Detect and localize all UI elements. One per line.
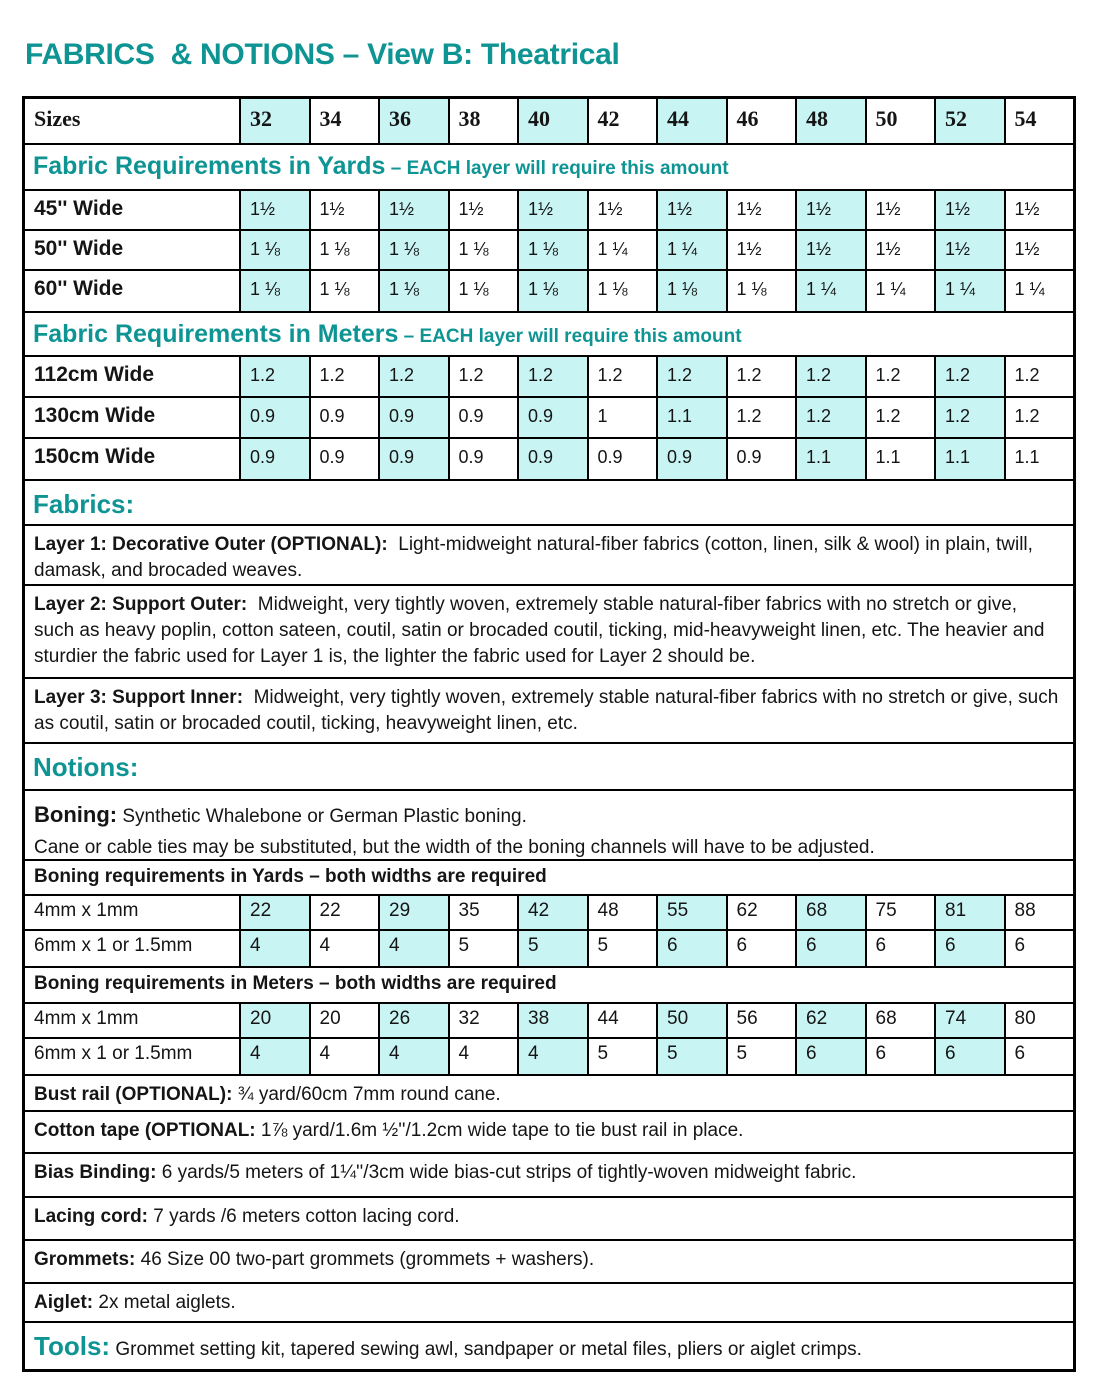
- boning-meters-cell: 32: [448, 1004, 518, 1037]
- boning-yards-cell: 42: [517, 896, 587, 929]
- layer-1-label: Layer 1: Decorative Outer (OPTIONAL):: [34, 534, 388, 555]
- layer-2-label: Layer 2: Support Outer:: [34, 594, 248, 615]
- meterage-cell: 1.2: [795, 357, 865, 396]
- yardage-cell: 1½: [726, 191, 796, 229]
- boning-yards-title: Boning requirements in Yards – both widths are required: [25, 859, 1073, 894]
- meterage-cell: 1.2: [587, 357, 657, 396]
- layer-3-description: Midweight, very tightly woven, extremely stable natural-fiber fabrics with no stretch or give, such as coutil, satin or brocaded coutil, ticking, heavyweight linen, etc.: [34, 687, 1064, 735]
- grommets-row: [25, 1239, 1073, 1282]
- boning-yards-cell: 6: [1004, 931, 1074, 966]
- boning-label: Boning:: [34, 802, 118, 827]
- row-label-45-wide: 45'' Wide: [34, 197, 124, 220]
- grommets-description: 46 Size 00 two-part grommets (grommets + washers).: [135, 1249, 595, 1270]
- meterage-cell: 0.9: [448, 398, 518, 437]
- boning-yards-cell: 68: [795, 896, 865, 929]
- yardage-cell: 1½: [517, 191, 587, 229]
- boning-row: [25, 789, 1073, 859]
- table-row-45-wide: [25, 189, 1073, 229]
- boning-meters-cell: 26: [378, 1004, 448, 1037]
- boning-meters-row-6mm: [25, 1037, 1073, 1074]
- size-column-header: 48: [795, 99, 865, 143]
- table-row-60-wide: [25, 269, 1073, 311]
- cotton-tape-description: 1⅞ yard/1.6m ½''/1.2cm wide tape to tie bust rail in place.: [255, 1120, 744, 1141]
- aiglet-label: Aiglet:: [34, 1292, 94, 1313]
- boning-yards-cell: 22: [239, 896, 309, 929]
- boning-meters-cell: 4: [448, 1039, 518, 1074]
- meterage-cell: 1.2: [378, 357, 448, 396]
- yardage-cell: 1 ⅛: [448, 271, 518, 311]
- layer-2-description: Midweight, very tightly woven, extremely stable natural-fiber fabrics with no stretch or give, such as heavy poplin, cotton sateen, coutil, satin or brocaded coutil, ticking, mid-heavyweight linen, etc. The heavier and sturdier the fabric used for Layer 1 is, the lighter the fabric used for Layer 2 should be.: [34, 594, 1050, 668]
- aiglet-row: [25, 1282, 1073, 1321]
- sizes-header-row: [25, 99, 1073, 143]
- meterage-cell: 0.9: [726, 439, 796, 479]
- boning-line-2: Cane or cable ties may be substituted, but the width of the boning channels will have to be adjusted.: [34, 836, 875, 858]
- size-column-header: 46: [726, 99, 796, 143]
- boning-yards-cell: 6: [934, 931, 1004, 966]
- size-column-header: 42: [587, 99, 657, 143]
- boning-yards-cell: 29: [378, 896, 448, 929]
- layer-1-row: [25, 524, 1073, 584]
- boning-meters-cell: 6: [1004, 1039, 1074, 1074]
- layer-3-row: [25, 677, 1073, 742]
- boning-yards-cell: 5: [448, 931, 518, 966]
- meterage-cell: 1.2: [865, 398, 935, 437]
- yardage-cell: 1 ⅛: [517, 271, 587, 311]
- yardage-cell: 1½: [309, 191, 379, 229]
- boning-meters-cell: 38: [517, 1004, 587, 1037]
- meterage-cell: 1.1: [795, 439, 865, 479]
- yardage-cell: 1½: [239, 191, 309, 229]
- boning-meters-cell: 4: [378, 1039, 448, 1074]
- row-label-4mm: 4mm x 1mm: [34, 1008, 139, 1029]
- meterage-cell: 1.1: [865, 439, 935, 479]
- meterage-cell: 0.9: [309, 398, 379, 437]
- boning-yards-cell: 5: [587, 931, 657, 966]
- yardage-cell: 1 ⅛: [656, 271, 726, 311]
- yardage-cell: 1½: [1004, 231, 1074, 269]
- yardage-cell: 1 ⅛: [309, 231, 379, 269]
- layer-1-description: Light-midweight natural-fiber fabrics (cotton, linen, silk & wool) in plain, twill, damask, and brocaded weaves.: [34, 534, 1039, 582]
- boning-yards-cell: 35: [448, 896, 518, 929]
- size-column-header: 34: [309, 99, 379, 143]
- boning-yards-cell: 55: [656, 896, 726, 929]
- boning-yards-cell: 22: [309, 896, 379, 929]
- boning-meters-cell: 20: [309, 1004, 379, 1037]
- yardage-cell: 1 ¼: [795, 271, 865, 311]
- yardage-cell: 1 ⅛: [517, 231, 587, 269]
- boning-meters-cell: 50: [656, 1004, 726, 1037]
- boning-meters-cell: 4: [239, 1039, 309, 1074]
- meters-section-title: Fabric Requirements in Meters: [33, 320, 399, 348]
- bias-binding-description: 6 yards/5 meters of 1¼''/3cm wide bias-cut strips of tightly-woven midweight fabric.: [156, 1162, 857, 1183]
- size-column-header: 44: [656, 99, 726, 143]
- size-column-header: 54: [1004, 99, 1074, 143]
- yardage-cell: 1½: [934, 191, 1004, 229]
- boning-yards-cell: 62: [726, 896, 796, 929]
- bust-rail-row: [25, 1074, 1073, 1110]
- yardage-cell: 1 ¼: [865, 271, 935, 311]
- lacing-cord-description: 7 yards /6 meters cotton lacing cord.: [148, 1206, 460, 1227]
- meterage-cell: 0.9: [448, 439, 518, 479]
- meterage-cell: 1.2: [1004, 398, 1074, 437]
- yards-section-header: [25, 143, 1073, 189]
- page-title: FABRICS & NOTIONS – View B: Theatrical: [25, 38, 620, 71]
- yardage-cell: 1 ⅛: [448, 231, 518, 269]
- cotton-tape-label: Cotton tape (OPTIONAL:: [34, 1120, 256, 1141]
- meterage-cell: 1.1: [656, 398, 726, 437]
- bust-rail-description: ¾ yard/60cm 7mm round cane.: [232, 1084, 501, 1105]
- meterage-cell: 0.9: [587, 439, 657, 479]
- tools-row: [25, 1321, 1073, 1369]
- yardage-cell: 1 ⅛: [239, 271, 309, 311]
- yardage-cell: 1½: [587, 191, 657, 229]
- meterage-cell: 1.2: [934, 357, 1004, 396]
- meterage-cell: 0.9: [656, 439, 726, 479]
- yardage-cell: 1 ⅛: [309, 271, 379, 311]
- boning-yards-cell: 48: [587, 896, 657, 929]
- row-label-6mm: 6mm x 1 or 1.5mm: [34, 1043, 193, 1064]
- yardage-cell: 1½: [934, 231, 1004, 269]
- fabrics-notions-table: [22, 96, 1076, 1372]
- boning-yards-cell: 4: [239, 931, 309, 966]
- yardage-cell: 1 ¼: [934, 271, 1004, 311]
- bias-binding-label: Bias Binding:: [34, 1162, 157, 1183]
- yardage-cell: 1½: [795, 191, 865, 229]
- sizes-label: Sizes: [34, 106, 81, 131]
- yardage-cell: 1½: [1004, 191, 1074, 229]
- yards-section-title: Fabric Requirements in Yards: [33, 152, 386, 180]
- boning-meters-title: Boning requirements in Meters – both widths are required: [25, 966, 1073, 1002]
- meterage-cell: 0.9: [239, 398, 309, 437]
- meters-section-header: [25, 311, 1073, 355]
- grommets-label: Grommets:: [34, 1249, 136, 1270]
- meterage-cell: 1.2: [656, 357, 726, 396]
- boning-meters-cell: 5: [656, 1039, 726, 1074]
- yardage-cell: 1½: [795, 231, 865, 269]
- tools-description: Grommet setting kit, tapered sewing awl, sandpaper or metal files, pliers or aiglet crimps.: [110, 1339, 862, 1360]
- boning-meters-cell: 4: [309, 1039, 379, 1074]
- yardage-cell: 1 ¼: [587, 231, 657, 269]
- boning-yards-cell: 4: [309, 931, 379, 966]
- row-label-112cm-wide: 112cm Wide: [34, 363, 155, 386]
- row-label-150cm-wide: 150cm Wide: [34, 445, 156, 468]
- boning-meters-cell: 80: [1004, 1004, 1074, 1037]
- boning-yards-cell: 6: [656, 931, 726, 966]
- meterage-cell: 1.2: [865, 357, 935, 396]
- boning-meters-cell: 6: [934, 1039, 1004, 1074]
- meterage-cell: 1.2: [726, 357, 796, 396]
- meterage-cell: 1.1: [934, 439, 1004, 479]
- size-column-header: 40: [517, 99, 587, 143]
- tools-heading: Tools:: [34, 1331, 111, 1361]
- yardage-cell: 1½: [656, 191, 726, 229]
- yardage-cell: 1½: [726, 231, 796, 269]
- lacing-cord-row: [25, 1196, 1073, 1239]
- meterage-cell: 0.9: [517, 439, 587, 479]
- size-column-header: 38: [448, 99, 518, 143]
- row-label-60-wide: 60'' Wide: [34, 277, 124, 300]
- yardage-cell: 1½: [865, 231, 935, 269]
- bust-rail-label: Bust rail (OPTIONAL):: [34, 1084, 233, 1105]
- boning-meters-cell: 62: [795, 1004, 865, 1037]
- meterage-cell: 1.2: [934, 398, 1004, 437]
- table-row-130cm-wide: [25, 396, 1073, 437]
- table-row-112cm-wide: [25, 355, 1073, 396]
- yardage-cell: 1½: [378, 191, 448, 229]
- size-column-header: 36: [378, 99, 448, 143]
- yardage-cell: 1 ⅛: [587, 271, 657, 311]
- row-label-130cm-wide: 130cm Wide: [34, 404, 156, 427]
- meterage-cell: 0.9: [239, 439, 309, 479]
- yardage-cell: 1 ⅛: [726, 271, 796, 311]
- size-column-header: 52: [934, 99, 1004, 143]
- size-column-header: 50: [865, 99, 935, 143]
- boning-meters-cell: 4: [517, 1039, 587, 1074]
- layer-3-label: Layer 3: Support Inner:: [34, 687, 244, 708]
- layer-2-row: [25, 584, 1073, 677]
- yardage-cell: 1 ¼: [656, 231, 726, 269]
- boning-yards-row-6mm: [25, 929, 1073, 966]
- fabrics-heading-row: [25, 479, 1073, 524]
- boning-yards-cell: 6: [865, 931, 935, 966]
- boning-meters-cell: 5: [587, 1039, 657, 1074]
- boning-yards-cell: 4: [378, 931, 448, 966]
- boning-meters-cell: 44: [587, 1004, 657, 1037]
- lacing-cord-label: Lacing cord:: [34, 1206, 149, 1227]
- meterage-cell: 0.9: [517, 398, 587, 437]
- boning-yards-cell: 6: [795, 931, 865, 966]
- boning-meters-cell: 68: [865, 1004, 935, 1037]
- boning-yards-cell: 88: [1004, 896, 1074, 929]
- boning-meters-cell: 6: [795, 1039, 865, 1074]
- boning-yards-cell: 6: [726, 931, 796, 966]
- meterage-cell: 0.9: [378, 398, 448, 437]
- boning-meters-cell: 6: [865, 1039, 935, 1074]
- meterage-cell: 0.9: [309, 439, 379, 479]
- notions-heading: Notions:: [33, 752, 139, 782]
- meterage-cell: 1.2: [726, 398, 796, 437]
- yardage-cell: 1 ¼: [1004, 271, 1074, 311]
- boning-yards-cell: 75: [865, 896, 935, 929]
- meters-section-subtitle: – EACH layer will require this amount: [398, 326, 742, 347]
- boning-meters-row-4mm: [25, 1002, 1073, 1037]
- boning-yards-row-4mm: [25, 894, 1073, 929]
- yardage-cell: 1½: [865, 191, 935, 229]
- meterage-cell: 1.2: [1004, 357, 1074, 396]
- cotton-tape-row: [25, 1110, 1073, 1152]
- meterage-cell: 1: [587, 398, 657, 437]
- yardage-cell: 1 ⅛: [378, 271, 448, 311]
- table-row-50-wide: [25, 229, 1073, 269]
- yardage-cell: 1½: [448, 191, 518, 229]
- bias-binding-row: [25, 1152, 1073, 1196]
- meterage-cell: 1.2: [517, 357, 587, 396]
- row-label-6mm: 6mm x 1 or 1.5mm: [34, 935, 193, 956]
- meterage-cell: 1.1: [1004, 439, 1074, 479]
- yardage-cell: 1 ⅛: [239, 231, 309, 269]
- yards-section-subtitle: – EACH layer will require this amount: [385, 158, 729, 179]
- boning-line-1: [34, 799, 1061, 831]
- boning-meters-cell: 5: [726, 1039, 796, 1074]
- boning-meters-cell: 20: [239, 1004, 309, 1037]
- boning-yards-cell: 81: [934, 896, 1004, 929]
- notions-heading-row: [25, 742, 1073, 789]
- row-label-4mm: 4mm x 1mm: [34, 900, 139, 921]
- meterage-cell: 1.2: [309, 357, 379, 396]
- boning-description: Synthetic Whalebone or German Plastic boning.: [117, 806, 527, 827]
- table-row-150cm-wide: [25, 437, 1073, 479]
- fabrics-heading: Fabrics:: [33, 489, 135, 519]
- boning-meters-cell: 56: [726, 1004, 796, 1037]
- boning-meters-cell: 74: [934, 1004, 1004, 1037]
- meterage-cell: 1.2: [448, 357, 518, 396]
- aiglet-description: 2x metal aiglets.: [93, 1292, 236, 1313]
- yardage-cell: 1 ⅛: [378, 231, 448, 269]
- size-column-header: 32: [239, 99, 309, 143]
- meterage-cell: 1.2: [795, 398, 865, 437]
- meterage-cell: 1.2: [239, 357, 309, 396]
- row-label-50-wide: 50'' Wide: [34, 237, 124, 260]
- meterage-cell: 0.9: [378, 439, 448, 479]
- boning-yards-cell: 5: [517, 931, 587, 966]
